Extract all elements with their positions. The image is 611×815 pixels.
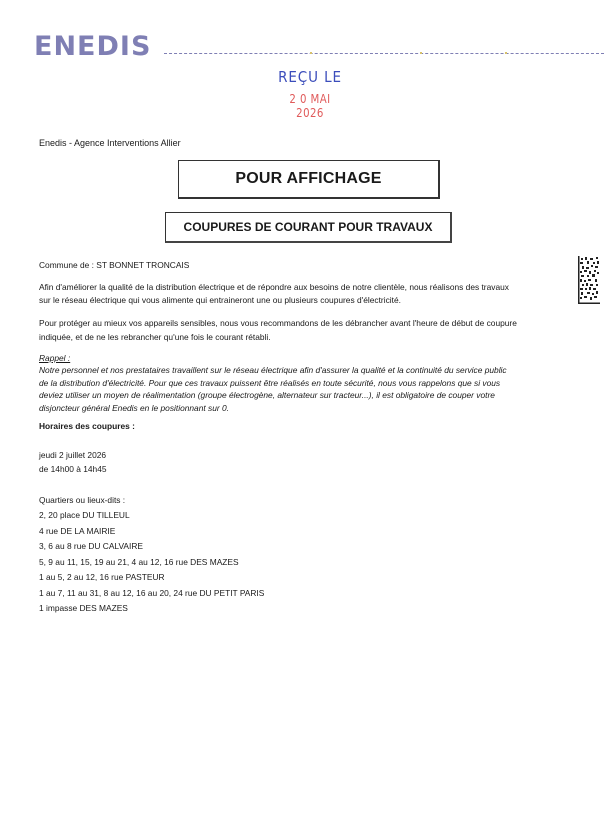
enedis-logo-text: ENEDIS xyxy=(34,31,152,62)
header-rule-dot xyxy=(310,52,312,54)
stamp-title: REÇU LE xyxy=(278,68,342,86)
agency-name: Enedis - Agence Interventions Allier xyxy=(39,138,181,148)
rappel-line: de la distribution d'électricité. Pour que ces travaux puissent être réalisés en toute sécurité, nous vous rappelons que si vous xyxy=(39,378,501,388)
intro-line: Afin d'améliorer la qualité de la distribution électrique et de répondre aux besoins de notre clientèle, nous réalisons des travaux xyxy=(39,282,509,292)
rappel-line: Notre personnel et nos prestataires travaillent sur le réseau électrique afin d'assurer la qualité et la continuité du service public xyxy=(39,365,507,375)
area-item: 3, 6 au 8 rue DU CALVAIRE xyxy=(39,541,143,551)
advice-line: Pour protéger au mieux vos appareils sensibles, nous vous recommandons de les débrancher avant l'heure de début de coupure xyxy=(39,318,517,328)
document-subtitle: COUPURES DE COURANT POUR TRAVAUX xyxy=(183,220,433,234)
area-item: 5, 9 au 11, 15, 19 au 21, 4 au 12, 16 rue DES MAZES xyxy=(39,557,239,567)
datamatrix-barcode xyxy=(578,256,600,304)
schedule-label: Horaires des coupures : xyxy=(39,421,135,431)
area-item: 4 rue DE LA MAIRIE xyxy=(39,526,116,536)
header-rule-dot xyxy=(420,52,422,54)
area-item: 1 impasse DES MAZES xyxy=(39,603,128,613)
intro-line: sur le réseau électrique qui vous alimente qui entraineront une ou plusieurs coupures d'électricité. xyxy=(39,295,401,305)
rappel-line: deviez utiliser un moyen de réalimentation (groupe électrogène, alternateur sur tracteur...), il est obligatoire de couper votre xyxy=(39,390,495,400)
advice-line: indiquée, et de ne les rebrancher qu'une fois le courant rétabli. xyxy=(39,332,271,342)
stamp-date: 2 0 MAI 2026 xyxy=(289,92,331,120)
title-box xyxy=(178,160,440,199)
document-title: POUR AFFICHAGE xyxy=(235,170,382,187)
header-rule-dot xyxy=(505,52,507,54)
header-rule xyxy=(164,53,604,54)
received-stamp xyxy=(270,68,350,120)
schedule-time: de 14h00 à 14h45 xyxy=(39,464,107,474)
rappel-label: Rappel : xyxy=(39,353,71,363)
schedule-date: jeudi 2 juillet 2026 xyxy=(39,450,107,460)
rappel-line: disjoncteur général Enedis en le positionnant sur 0. xyxy=(39,403,229,413)
subtitle-box xyxy=(165,212,452,243)
area-item: 2, 20 place DU TILLEUL xyxy=(39,510,130,520)
areas-label: Quartiers ou lieux-dits : xyxy=(39,495,126,505)
enedis-logo xyxy=(34,33,151,61)
area-item: 1 au 7, 11 au 31, 8 au 12, 16 au 20, 24 rue DU PETIT PARIS xyxy=(39,588,265,598)
area-item: 1 au 5, 2 au 12, 16 rue PASTEUR xyxy=(39,572,165,582)
commune-line: Commune de : ST BONNET TRONCAIS xyxy=(39,260,190,270)
